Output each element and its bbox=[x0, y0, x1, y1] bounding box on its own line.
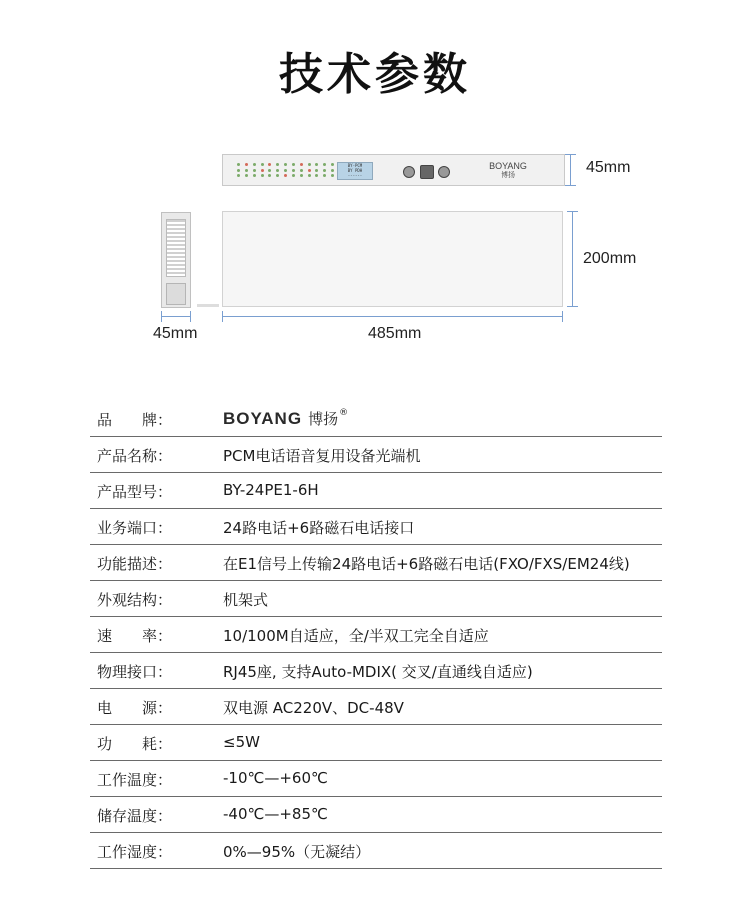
spec-value: -40℃—+85℃ bbox=[223, 805, 328, 823]
brand-logo bbox=[223, 408, 348, 429]
dimension-tick bbox=[565, 154, 576, 155]
lcd-line: BY-PCM bbox=[347, 163, 363, 168]
dimension-tick bbox=[222, 311, 223, 322]
spec-value: 在E1信号上传输24路电话+6路磁石电话(FXO/FXS/EM24线) bbox=[223, 555, 630, 573]
spec-label: 业务端口： bbox=[97, 519, 173, 537]
dimension-tick bbox=[565, 185, 576, 186]
spec-value: 0%—95%（无凝结） bbox=[223, 843, 371, 861]
dimension-tick bbox=[567, 211, 578, 212]
brand-logo-text: BOYANG bbox=[223, 409, 303, 428]
spec-row bbox=[90, 473, 662, 509]
spec-label: 外观结构： bbox=[97, 591, 173, 609]
spec-label: 品 牌： bbox=[97, 411, 173, 429]
spec-row bbox=[90, 617, 662, 653]
spec-value: PCM电话语音复用设备光端机 bbox=[223, 447, 421, 465]
spec-row bbox=[90, 545, 662, 581]
spec-row bbox=[90, 725, 662, 761]
depth-dimension-label: 200mm bbox=[583, 250, 637, 267]
spec-row bbox=[90, 581, 662, 617]
height-dimension-label: 45mm bbox=[586, 159, 631, 176]
spec-row bbox=[90, 509, 662, 545]
front-brand-logo bbox=[483, 162, 533, 180]
spec-label: 功能描述： bbox=[97, 555, 173, 573]
brand-cn-name: 博扬 bbox=[308, 410, 339, 428]
rack-ear-bracket bbox=[166, 283, 186, 305]
spec-value: 24路电话+6路磁石电话接口 bbox=[223, 519, 415, 537]
device-front-panel bbox=[222, 154, 565, 186]
dimension-tick bbox=[567, 306, 578, 307]
spec-table bbox=[90, 401, 662, 869]
lcd-display bbox=[337, 162, 373, 180]
spec-label: 工作湿度： bbox=[97, 843, 173, 861]
spec-label: 工作温度： bbox=[97, 771, 173, 789]
lcd-line: ------ bbox=[347, 173, 363, 178]
spec-value: -10℃—+60℃ bbox=[223, 769, 328, 787]
spec-row-brand bbox=[90, 401, 662, 437]
spec-row bbox=[90, 437, 662, 473]
width-dimension-line bbox=[222, 316, 563, 317]
rj45-port-icon bbox=[420, 165, 434, 179]
optical-port-icon bbox=[438, 166, 450, 178]
page-title: 技术参数 bbox=[279, 49, 471, 100]
depth-dimension-line bbox=[572, 211, 573, 307]
spec-row bbox=[90, 797, 662, 833]
side-width-dimension-label: 45mm bbox=[153, 325, 198, 342]
front-brand-text: BOYANG bbox=[489, 161, 527, 171]
spec-value: RJ45座, 支持Auto-MDIX( 交叉/直通线自适应) bbox=[223, 663, 533, 681]
spec-value: ≤5W bbox=[223, 733, 260, 751]
front-brand-sub: 博扬 bbox=[501, 172, 515, 179]
optical-port-icon bbox=[403, 166, 415, 178]
spec-label: 电 源： bbox=[97, 699, 173, 717]
spec-label: 产品型号： bbox=[97, 483, 173, 501]
spec-row bbox=[90, 653, 662, 689]
device-side-view bbox=[161, 212, 191, 308]
spec-label: 功 耗： bbox=[97, 735, 173, 753]
vent-grille bbox=[166, 219, 186, 277]
spec-row bbox=[90, 689, 662, 725]
lcd-line: BY PDH bbox=[347, 168, 363, 173]
spec-label: 储存温度： bbox=[97, 807, 173, 825]
width-dimension-label: 485mm bbox=[368, 325, 422, 342]
spec-value: 双电源 AC220V、DC-48V bbox=[223, 699, 404, 717]
spec-value: 机架式 bbox=[223, 591, 269, 609]
spec-label: 物理接口： bbox=[97, 663, 173, 681]
spec-value: BY-24PE1-6H bbox=[223, 481, 319, 499]
dimension-tick bbox=[190, 311, 191, 322]
spec-row bbox=[90, 761, 662, 797]
spec-label: 产品名称： bbox=[97, 447, 173, 465]
spec-value: 10/100M自适应，全/半双工完全自适应 bbox=[223, 627, 489, 645]
device-top-cover bbox=[222, 211, 563, 307]
height-dimension-line bbox=[570, 154, 571, 186]
spec-row bbox=[90, 833, 662, 869]
dimension-tick bbox=[161, 311, 162, 322]
side-width-dimension-line bbox=[161, 316, 191, 317]
dimension-tick bbox=[562, 311, 563, 322]
spec-label: 速 率： bbox=[97, 627, 173, 645]
registered-mark: ® bbox=[339, 408, 349, 418]
led-indicators bbox=[237, 163, 337, 179]
device-foot bbox=[197, 304, 219, 307]
